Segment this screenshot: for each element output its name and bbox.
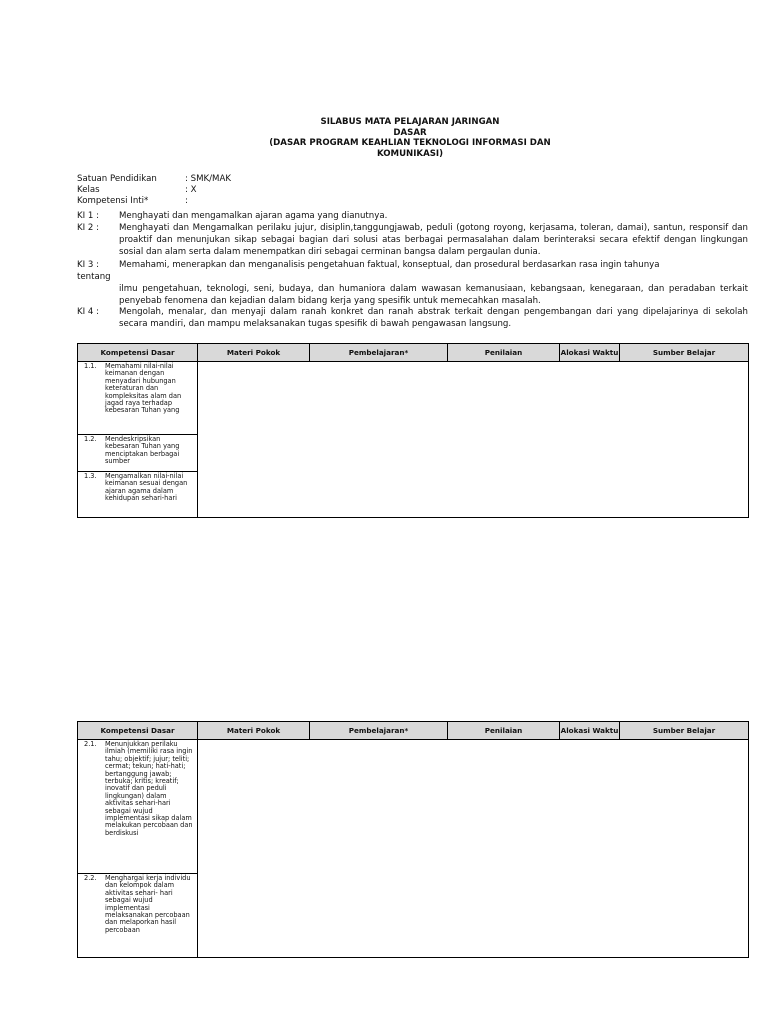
meta-satuan [77, 174, 231, 185]
ki-2-text: Menghayati dan Mengamalkan perilaku jujur, disiplin,tanggungjawab, peduli (gotong royong, kerjasama, toleran, damai), santun, responsif dan proaktif dan menunjukan sikap sebagai bagian dari solusi atas berbagai permasalahan dalam berinteraksi secara efektif dengan lingkungan sosial dan alam serta dalam menempatkan diri sebagai cerminan bangsa dalam pergaulan dunia. [119, 223, 748, 257]
header-pembelajaran: Pembelajaran* [310, 344, 448, 362]
table-2-empty-cell [198, 740, 749, 958]
ki-3-text-wrap: tentang [77, 272, 111, 282]
header-alokasi-waktu: Alokasi Waktu [560, 722, 620, 740]
ki-4-label: KI 4 : [77, 307, 99, 317]
header-materi-pokok: Materi Pokok [198, 722, 310, 740]
kd-text: Memahami nilai-nilai keimanan dengan menyadari hubungan keteraturan dan kompleksitas alam dan jagad raya terhadap kebesaran Tuhan yang [105, 362, 182, 415]
meta-ki [77, 196, 231, 207]
meta-ki-label: Kompetensi Inti* [77, 196, 149, 206]
ki-3-text-rest: ilmu pengetahuan, teknologi, seni, budaya, dan humaniora dalam wawasan kemanusiaan, kebangsaan, kenegaraan, dan peradaban terkait penyebab fenomena dan kejadian dalam bidang kerja yang spesifik untuk memecahkan masalah. [119, 284, 748, 306]
ki-1 [77, 210, 748, 222]
ki-3 [77, 259, 748, 307]
kd-number: 1.3. [84, 472, 97, 480]
header-pembelajaran: Pembelajaran* [310, 722, 448, 740]
kd-item-2-2 [78, 874, 197, 957]
kd-column [78, 362, 198, 518]
kd-text: Menghargai kerja individu dan kelompok dalam aktivitas sehari- hari sebagai wujud implementasi melaksanakan percobaan dan melaporkan hasil percobaan [105, 874, 191, 934]
table-1-empty-cell [198, 362, 749, 518]
meta-block [77, 174, 231, 207]
ki-3-text-first: Memahami, menerapkan dan menganalisis pengetahuan faktual, konseptual, dan prosedural berdasarkan rasa ingin tahunya [119, 260, 660, 270]
header-kompetensi-dasar: Kompetensi Dasar [78, 344, 198, 362]
ki-1-label: KI 1 : [77, 211, 99, 221]
kd-number: 2.2. [84, 874, 97, 882]
meta-kelas-value: : X [185, 185, 197, 195]
kd-text: Menunjukkan perilaku ilmiah (memiliki rasa ingin tahu; objektif; jujur; teliti; cermat; tekun; hati-hati; bertanggung jawab; terbuka; kritis; kreatif; inovatif dan peduli lingkungan) dalam aktivitas sehari-hari sebagai wujud implementasi sikap dalam melakukan percobaan dan berdiskusi [105, 740, 193, 837]
header-sumber-belajar: Sumber Belajar [620, 722, 749, 740]
kd-number: 2.1. [84, 740, 97, 748]
title-line-4: KOMUNIKASI) [376, 148, 444, 159]
header-materi-pokok: Materi Pokok [198, 344, 310, 362]
title-line-3: (DASAR PROGRAM KEAHLIAN TEKNOLOGI INFORMASI DAN [269, 138, 551, 149]
meta-ki-value: : [185, 196, 188, 206]
ki-2-label: KI 2 : [77, 223, 99, 233]
ki-4-text: Mengolah, menalar, dan menyaji dalam ranah konkret dan ranah abstrak terkait dengan pengembangan dari yang dipelajarinya di sekolah secara mandiri, dan mampu melaksanakan tugas spesifik di bawah pengawasan langsung. [119, 307, 748, 329]
syllabus-table-1 [77, 343, 749, 518]
meta-satuan-value: : SMK/MAK [185, 174, 231, 184]
ki-4 [77, 306, 748, 330]
ki-2 [77, 222, 748, 258]
meta-satuan-label: Satuan Pendidikan [77, 174, 157, 184]
header-penilaian: Penilaian [448, 722, 560, 740]
ki-1-text: Menghayati dan mengamalkan ajaran agama yang dianutnya. [119, 211, 388, 221]
table-2-header-row [78, 722, 749, 740]
header-kompetensi-dasar: Kompetensi Dasar [78, 722, 198, 740]
title-line-2: DASAR [393, 127, 427, 138]
kd-text: Mendeskripsikan kebesaran Tuhan yang menciptakan berbagai sumber [105, 435, 180, 466]
document-title [200, 117, 620, 159]
kd-item-1-3 [78, 472, 197, 517]
header-alokasi-waktu: Alokasi Waktu [560, 344, 620, 362]
table-row [78, 740, 749, 958]
header-penilaian: Penilaian [448, 344, 560, 362]
syllabus-table-2 [77, 721, 749, 958]
kd-item-1-1 [78, 362, 197, 435]
table-1-header-row [78, 344, 749, 362]
meta-kelas [77, 185, 231, 196]
kd-number: 1.1. [84, 362, 97, 370]
table-row [78, 362, 749, 518]
kd-number: 1.2. [84, 435, 97, 443]
meta-kelas-label: Kelas [77, 185, 100, 195]
ki-3-label: KI 3 : [77, 260, 99, 270]
kd-text: Mengamalkan nilai-nilai keimanan sesuai dengan ajaran agama dalam kehidupan sehari-hari [105, 472, 188, 503]
title-line-1: SILABUS MATA PELAJARAN JARINGAN [320, 117, 500, 127]
kd-item-2-1 [78, 740, 197, 874]
header-sumber-belajar: Sumber Belajar [620, 344, 749, 362]
kd-item-1-2 [78, 435, 197, 472]
kd-column [78, 740, 198, 958]
